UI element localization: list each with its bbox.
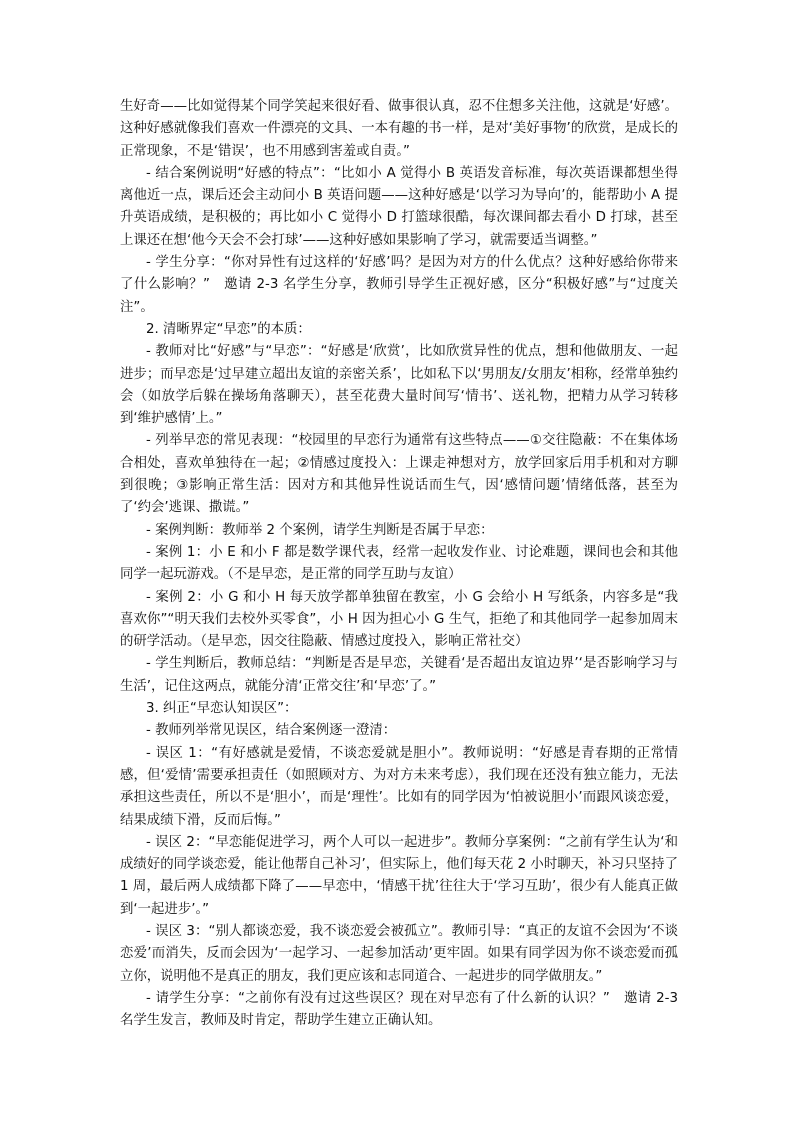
paragraph-crush-features: - 结合案例说明“好感的特点”：“比如小 A 觉得小 B 英语发音标准，每次英语课都想坐得离他近一点，课后还会主动问小 B 英语问题——这种好感是‘以学习为导向’的，能帮助小 A 提升英语成绩，是积极的；再比如小 C 觉得小 D 打篮球很酷，每次课间都去看小 D 打球，甚至上课还在想‘他今天会不会打球’——这种好感如果影响了学习，就需要适当调整。” bbox=[120, 165, 678, 248]
paragraph-intro-continuation: 生好奇——比如觉得某个同学笑起来很好看、做事很认真，忍不住想多关注他，这就是‘好感’。这种好感就像我们喜欢一件漂亮的文具、一本有趣的书一样，是对‘美好事物’的欣赏，是成长的正常现象，不是‘错误’，也不用感到害羞或自责。” bbox=[120, 99, 678, 159]
paragraph-misconceptions-intro: - 教师列举常见误区，结合案例逐一澄清： bbox=[146, 723, 397, 739]
paragraph-case-2: - 案例 2：小 G 和小 H 每天放学都单独留在教室，小 G 会给小 H 写纸条，内容多是“我喜欢你”“明天我们去校外买零食”，小 H 因为担心小 G 生气，拒绝了和其他同学一起参加周末的研学活动。（是早恋，因交往隐蔽、情感过度投入，影响正常社交） bbox=[120, 589, 678, 650]
paragraph-misconception-3: - 误区 3：“别人都谈恋爱，我不谈恋爱会被孤立”。教师引导：“真正的友谊不会因为‘不谈恋爱’而消失，反而会因为‘一起学习、一起参加活动’更牢固。如果有同学因为你不谈恋爱而孤立你，说明他不是真正的朋友，我们更应该和志同道合、一起进步的同学做朋友。” bbox=[120, 923, 678, 984]
paragraph-student-sharing-2: - 请学生分享：“之前你有没有过这些误区？现在对早恋有了什么新的认识？” 邀请 2-3 名学生发言，教师及时肯定，帮助学生建立正确认知。 bbox=[120, 990, 678, 1029]
section-heading-3: 3. 纠正“早恋认知误区”： bbox=[146, 701, 298, 717]
paragraph-case-judgement: - 案例判断：教师举 2 个案例，请学生判断是否属于早恋： bbox=[146, 522, 494, 538]
document-body bbox=[120, 96, 678, 1032]
paragraph-teacher-summary: - 学生判断后，教师总结：“判断是否是早恋，关键看‘是否超出友谊边界’‘是否影响学习与生活’，记住这两点，就能分清‘正常交往’和‘早恋’了。” bbox=[120, 656, 678, 694]
section-heading-2: 2. 清晰界定“早恋”的本质： bbox=[146, 321, 311, 337]
paragraph-early-love-signs: - 列举早恋的常见表现：“校园里的早恋行为通常有这些特点——①交往隐蔽：不在集体场合相处，喜欢单独待在一起；②情感过度投入：上课走神想对方，放学回家后用手机和对方聊到很晚；③影响正常生活：因对方和其他异性说话而生气，因‘感情问题’情绪低落，甚至为了‘约会’逃课、撒谎。” bbox=[120, 433, 678, 516]
paragraph-misconception-1: - 误区 1：“有好感就是爱情，不谈恋爱就是胆小”。教师说明：“好感是青春期的正常情感，但‘爱情’需要承担责任（如照顾对方、为对方未来考虑），我们现在还没有独立能力，无法承担这些责任，所以不是‘胆小’，而是‘理性’。比如有的同学因为‘怕被说胆小’而跟风谈恋爱，结果成绩下滑，反而后悔。” bbox=[120, 745, 678, 828]
paragraph-crush-vs-early-love: - 教师对比“好感”与“早恋”：“好感是‘欣赏’，比如欣赏异性的优点，想和他做朋友、一起进步；而早恋是‘过早建立超出友谊的亲密关系’，比如私下以‘男朋友/女朋友’相称，经常单独约会（如放学后躲在操场角落聊天），甚至花费大量时间写‘情书’、送礼物，把精力从学习转移到‘维护感情’上。” bbox=[120, 344, 678, 427]
paragraph-misconception-2: - 误区 2：“早恋能促进学习，两个人可以一起进步”。教师分享案例：“之前有学生认为‘和成绩好的同学谈恋爱，能让他帮自己补习’，但实际上，他们每天花 2 小时聊天，补习只坚持了 1 周，最后两人成绩都下降了——早恋中，‘情感干扰’往往大于‘学习互助’，很少有人能真正做到‘一起进步’。” bbox=[120, 834, 678, 917]
paragraph-case-1: - 案例 1：小 E 和小 F 都是数学课代表，经常一起收发作业、讨论难题，课间也会和其他同学一起玩游戏。（不是早恋，是正常的同学互助与友谊） bbox=[120, 544, 678, 583]
paragraph-student-sharing-1: - 学生分享：“你对异性有过这样的‘好感’吗？是因为对方的什么优点？这种好感给你带来了什么影响？” 邀请 2-3 名学生分享，教师引导学生正视好感，区分“积极好感”与“过度关注”。 bbox=[120, 255, 678, 315]
